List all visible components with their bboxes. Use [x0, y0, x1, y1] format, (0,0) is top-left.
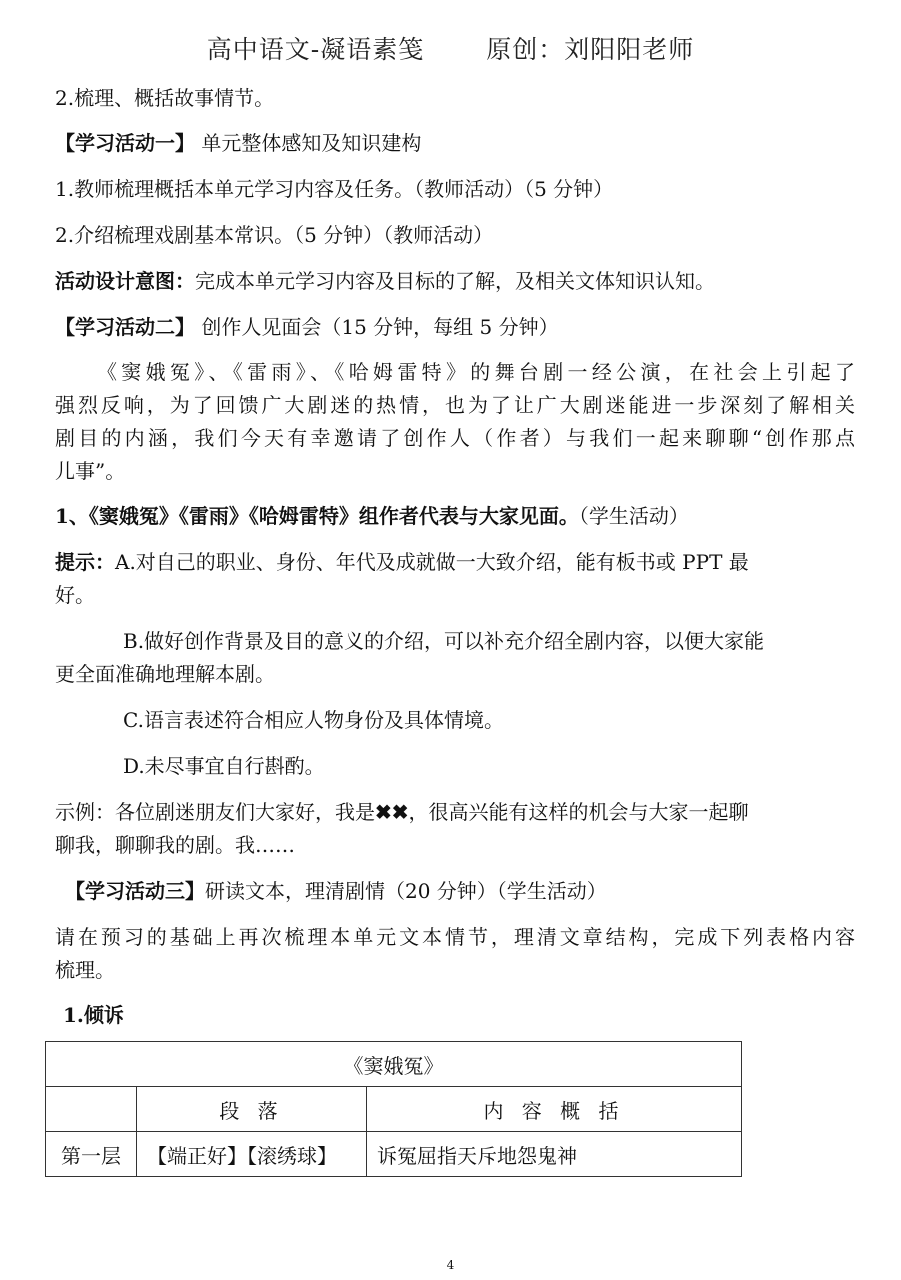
activity-one-item-1: 1.教师梳理概括本单元学习内容及任务。（教师活动）（5 分钟） — [55, 177, 614, 201]
design-intent — [55, 265, 855, 298]
table-caption-row — [46, 1042, 742, 1087]
header-title: 高中语文-凝语素笺 — [206, 35, 425, 64]
example-text-a: 示例：各位剧迷朋友们大家好，我是 — [55, 800, 375, 824]
intro-line: 《窦娥冤》、《雷雨》、《哈姆雷特》的舞台剧一经公演，在社会上引起了 — [97, 360, 855, 384]
activity-three-title: 【学习活动三】 — [65, 879, 205, 903]
table-header-summary: 内 容 概 括 — [367, 1087, 742, 1132]
plot-summary-table — [45, 1041, 742, 1177]
task-one — [55, 500, 855, 533]
example-text-b: ，很高兴能有这样的机会与大家一起聊 — [408, 800, 749, 824]
intro-line: 儿事”。 — [55, 459, 126, 483]
activity-one-item-2: 2.介绍梳理戏剧基本常识。（5 分钟）（教师活动） — [55, 223, 494, 247]
design-intent-label: 活动设计意图： — [55, 269, 195, 293]
table-header-row — [46, 1087, 742, 1132]
tip-a-line-1 — [55, 546, 855, 579]
intro-line: 剧目的内涵，我们今天有幸邀请了创作人（作者）与我们一起来聊聊“创作那点 — [55, 426, 855, 450]
design-intent-text: 完成本单元学习内容及目标的了解，及相关文体知识认知。 — [195, 269, 715, 293]
objective-line: 2.梳理、概括故事情节。 — [55, 86, 275, 110]
tip-b-line-2: 更全面准确地理解本剧。 — [55, 662, 275, 686]
activity-three-heading — [65, 875, 865, 908]
intro-paragraph — [55, 356, 855, 488]
example-line-1 — [55, 796, 855, 829]
tip-a-line-2: 好。 — [55, 583, 95, 607]
intro-line: 强烈反响，为了回馈广大剧迷的热情，也为了让广大剧迷能进一步深刻了解相关 — [55, 393, 855, 417]
tip-label: 提示： — [55, 550, 115, 574]
table-cell-summary: 诉冤屈指天斥地怨鬼神 — [367, 1132, 742, 1177]
page-header — [0, 30, 901, 66]
section-heading: 1.倾诉 — [63, 1003, 124, 1027]
activity-one-heading — [55, 127, 855, 160]
activity-three-text: 研读文本，理清剧情（20 分钟）（学生活动） — [205, 879, 607, 903]
activity-one-title: 【学习活动一】 — [55, 131, 195, 155]
page-number: 4 — [446, 1258, 455, 1272]
header-author: 原创：刘阳阳老师 — [486, 35, 695, 64]
tip-a: A.对自己的职业、身份、年代及成就做一大致介绍，能有板书或 PPT 最 — [115, 550, 749, 574]
table-header-segment: 段 落 — [137, 1087, 367, 1132]
task-one-note: （学生活动） — [578, 504, 689, 528]
tip-d: D.未尽事宜自行斟酌。 — [123, 754, 325, 778]
tip-b-line-1: B.做好创作背景及目的意义的介绍，可以补充介绍全剧内容，以便大家能 — [123, 629, 765, 653]
activity-three-description — [55, 921, 855, 987]
activity-two-text: 创作人见面会（15 分钟，每组 5 分钟） — [201, 315, 559, 339]
table-caption: 《窦娥冤》 — [46, 1042, 742, 1087]
description-line: 请在预习的基础上再次梳理本单元文本情节，理清文章结构，完成下列表格内容 — [55, 925, 855, 949]
activity-one-text: 单元整体感知及知识建构 — [201, 131, 422, 155]
table-cell-segment: 【端正好】【滚绣球】 — [137, 1132, 367, 1177]
table-row — [46, 1132, 742, 1177]
activity-two-title: 【学习活动二】 — [55, 315, 195, 339]
activity-two-heading — [55, 311, 855, 344]
table-header-empty — [46, 1087, 137, 1132]
description-line: 梳理。 — [55, 958, 115, 982]
task-one-title: 1、《窦娥冤》《雷雨》《哈姆雷特》组作者代表与大家见面。 — [55, 504, 579, 528]
tip-c: C.语言表述符合相应人物身份及具体情境。 — [123, 708, 504, 732]
table-cell-level: 第一层 — [46, 1132, 137, 1177]
placeholder-mark: ✖✖ — [375, 800, 409, 824]
example-line-2: 聊我，聊聊我的剧。我…… — [55, 833, 295, 857]
